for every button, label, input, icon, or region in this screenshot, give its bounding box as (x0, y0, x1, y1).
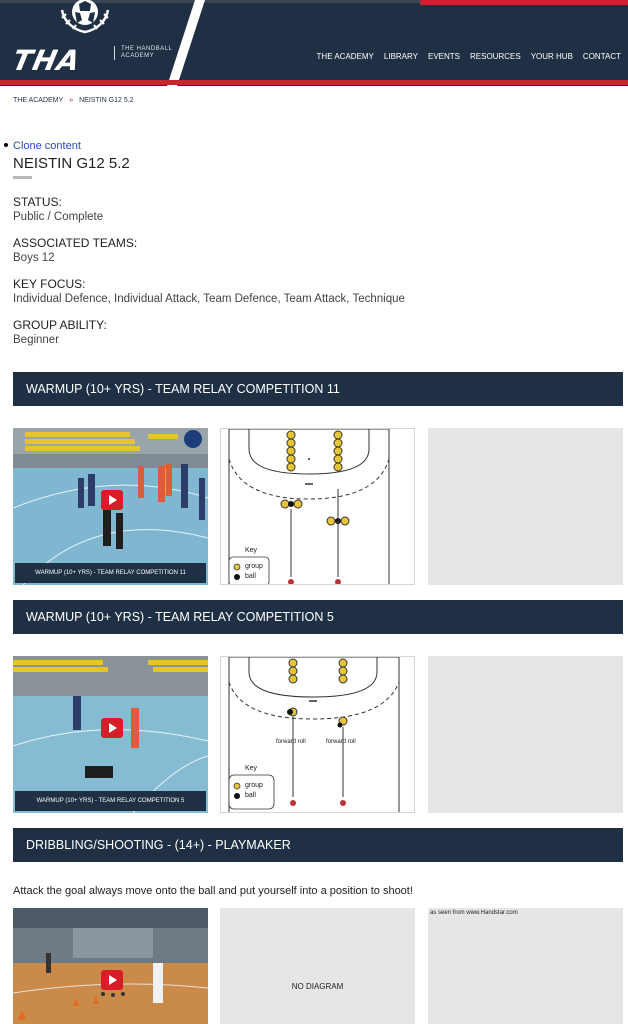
no-diagram-panel (220, 908, 415, 1024)
nav-the-academy[interactable]: THE ACADEMY (316, 52, 374, 61)
play-button-icon[interactable] (101, 970, 123, 990)
video-thumbnail-1[interactable] (13, 428, 208, 585)
court-diagram-2 (221, 657, 415, 813)
diagram-annotation-left: forward roll (276, 739, 306, 745)
meta-teams-label: ASSOCIATED TEAMS: (13, 236, 138, 250)
page-title: NEISTIN G12 5.2 (13, 155, 130, 172)
site-header (0, 0, 628, 86)
court-photo-3 (13, 908, 208, 1024)
diagram-key-title: Key (245, 765, 258, 772)
nav-resources[interactable]: RESOURCES (470, 52, 521, 61)
image-placeholder-3 (428, 908, 623, 1024)
meta-teams (13, 236, 137, 264)
source-note: as seen from www.Handstar.com (430, 910, 518, 916)
diagram-key-ball: ball (245, 792, 256, 799)
meta-group-ability-value: Beginner (13, 334, 60, 346)
drill-diagram-2 (220, 656, 415, 813)
meta-group-ability (13, 318, 107, 346)
video-caption-2: WARMUP (10+ YRS) - TEAM RELAY COMPETITION 5 (15, 791, 206, 811)
breadcrumb-separator: » (69, 97, 74, 104)
court-diagram-1 (221, 429, 415, 585)
nav-library[interactable]: LIBRARY (383, 52, 418, 61)
video-thumbnail-3[interactable] (13, 908, 208, 1024)
video-caption-1: WARMUP (10+ YRS) - TEAM RELAY COMPETITION 11 (15, 563, 206, 583)
diagram-key-group: group (245, 782, 263, 789)
breadcrumb-current: NEISTIN G12 5.2 (79, 97, 134, 104)
meta-key-focus (13, 277, 405, 305)
diagram-annotation-right: forward roll (326, 739, 356, 745)
drill-diagram-1 (220, 428, 415, 585)
diagram-key-title: Key (245, 547, 258, 554)
section-header-1[interactable]: WARMUP (10+ YRS) - TEAM RELAY COMPETITION 11 (13, 372, 623, 406)
breadcrumb-home[interactable]: THE ACADEMY (13, 97, 64, 104)
image-placeholder-1 (428, 428, 623, 585)
header-slash-decoration (166, 0, 207, 86)
main-nav (312, 52, 626, 61)
nav-your-hub[interactable]: YOUR HUB (530, 52, 573, 61)
no-diagram-label: NO DIAGRAM (291, 982, 344, 991)
header-accent-top (420, 0, 628, 5)
clone-content-link[interactable]: Clone content (13, 140, 81, 152)
meta-key-focus-value: Individual Defence, Individual Attack, Team Defence, Team Attack, Technique (13, 293, 405, 305)
play-button-icon[interactable] (101, 718, 123, 738)
diagram-key-group: group (245, 563, 263, 570)
meta-status (13, 195, 103, 223)
meta-status-label: STATUS: (13, 195, 62, 209)
logo-wordmark[interactable]: THA (9, 44, 84, 77)
meta-key-focus-label: KEY FOCUS: (13, 277, 86, 291)
drill-description: Attack the goal always move onto the ball and put yourself into a position to shoot! (13, 885, 413, 897)
header-accent-line (0, 80, 628, 85)
diagram-key-ball: ball (245, 573, 256, 580)
video-thumbnail-2[interactable] (13, 656, 208, 813)
meta-group-ability-label: GROUP ABILITY: (13, 318, 107, 332)
section-header-2[interactable]: WARMUP (10+ YRS) - TEAM RELAY COMPETITION 5 (13, 600, 623, 634)
nav-contact[interactable]: CONTACT (582, 52, 621, 61)
nav-events[interactable]: EVENTS (427, 52, 460, 61)
logo-subtitle: THE HANDBALL ACADEMY (114, 46, 181, 60)
section-header-3[interactable]: DRIBBLING/SHOOTING - (14+) - PLAYMAKER (13, 828, 623, 862)
meta-teams-value: Boys 12 (13, 252, 55, 264)
list-bullet (4, 143, 8, 147)
image-placeholder-2 (428, 656, 623, 813)
title-underline (13, 176, 32, 179)
breadcrumb (13, 97, 134, 104)
play-button-icon[interactable] (101, 490, 123, 510)
meta-status-value: Public / Complete (13, 211, 104, 223)
handball-logo-icon[interactable] (58, 0, 112, 36)
